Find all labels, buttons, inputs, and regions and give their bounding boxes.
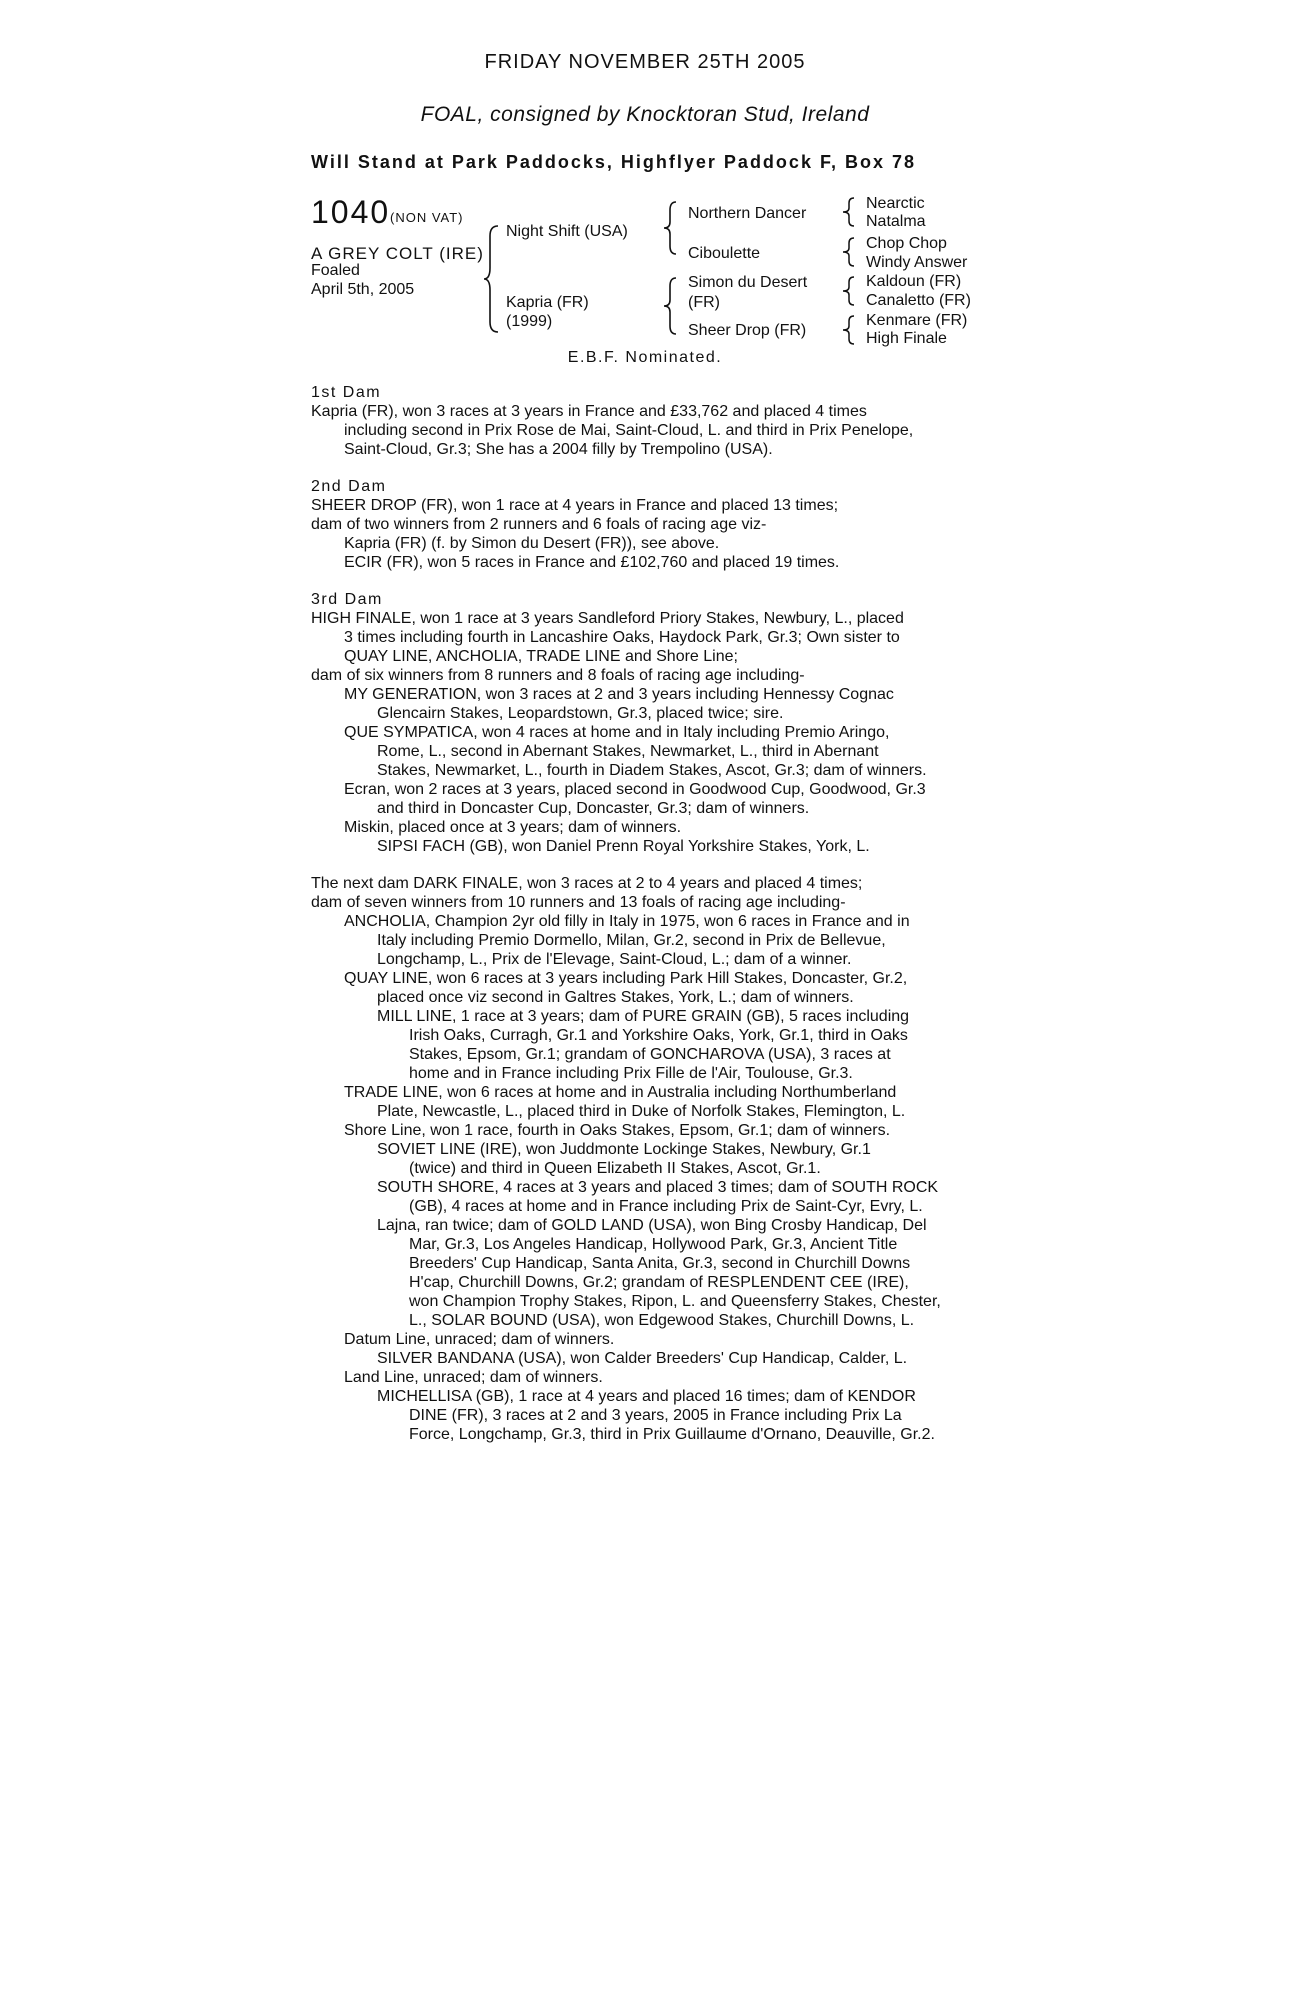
text-line: Longchamp, L., Prix de l'Elevage, Saint-Cloud, L.; dam of a winner. (377, 951, 852, 968)
stand-location: Will Stand at Park Paddocks, Highflyer Paddock F, Box 78 (311, 152, 916, 172)
text-line: ECIR (FR), won 5 races in France and £102,760 and placed 19 times. (344, 554, 840, 571)
text-line: Datum Line, unraced; dam of winners. (344, 1331, 615, 1348)
text-line: SHEER DROP (FR), won 1 race at 4 years in France and placed 13 times; (311, 497, 839, 514)
foaled-date: April 5th, 2005 (311, 281, 415, 298)
text-line: QUE SYMPATICA, won 4 races at home and in Italy including Premio Aringo, (344, 724, 890, 741)
text-line: Plate, Newcastle, L., placed third in Duke of Norfolk Stakes, Flemington, L. (377, 1103, 906, 1120)
vat-status: (NON VAT) (390, 210, 464, 225)
text-line: MICHELLISA (GB), 1 race at 4 years and placed 16 times; dam of KENDOR (377, 1388, 916, 1405)
text-line: L., SOLAR BOUND (USA), won Edgewood Stakes, Churchill Downs, L. (409, 1312, 915, 1329)
text-line: including second in Prix Rose de Mai, Saint-Cloud, L. and third in Prix Penelope, (344, 422, 914, 439)
text-line: HIGH FINALE, won 1 race at 3 years Sandleford Priory Stakes, Newbury, L., placed (311, 610, 904, 627)
section-heading-second-dam: 2nd Dam (311, 478, 387, 495)
text-line: Stakes, Epsom, Gr.1; grandam of GONCHAROVA (USA), 3 races at (409, 1046, 891, 1063)
pedigree-g3-5: Kaldoun (FR) (866, 273, 962, 290)
text-line: QUAY LINE, ANCHOLIA, TRADE LINE and Shore Line; (344, 648, 738, 665)
text-line: Irish Oaks, Curragh, Gr.1 and Yorkshire Oaks, York, Gr.1, third in Oaks (409, 1027, 908, 1044)
pedigree-g3-2: Natalma (866, 213, 926, 230)
text-line: home and in France including Prix Fille de l'Air, Toulouse, Gr.3. (409, 1065, 853, 1082)
text-line: SOUTH SHORE, 4 races at 3 years and placed 3 times; dam of SOUTH ROCK (377, 1179, 939, 1196)
consignment-line: FOAL, consigned by Knocktoran Stud, Ireland (420, 103, 870, 126)
text-line: (twice) and third in Queen Elizabeth II Stakes, Ascot, Gr.1. (409, 1160, 821, 1177)
pedigree-brace-g1 (843, 196, 857, 233)
pedigree-brace-main (484, 224, 504, 339)
text-line: dam of six winners from 8 runners and 8 foals of racing age including- (311, 667, 805, 684)
pedigree-dam-sire-suffix: (FR) (688, 294, 720, 311)
text-line: Ecran, won 2 races at 3 years, placed second in Goodwood Cup, Goodwood, Gr.3 (344, 781, 926, 798)
text-line: MY GENERATION, won 3 races at 2 and 3 years including Hennessy Cognac (344, 686, 894, 703)
pedigree-g3-6: Canaletto (FR) (866, 292, 971, 309)
text-line: Kapria (FR) (f. by Simon du Desert (FR)), see above. (344, 535, 720, 552)
pedigree-dam-sire: Simon du Desert (688, 274, 808, 291)
text-line: DINE (FR), 3 races at 2 and 3 years, 2005 in France including Prix La (409, 1407, 902, 1424)
text-line: TRADE LINE, won 6 races at home and in Australia including Northumberland (344, 1084, 897, 1101)
text-line: Mar, Gr.3, Los Angeles Handicap, Hollywood Park, Gr.3, Ancient Title (409, 1236, 898, 1253)
text-line: placed once viz second in Galtres Stakes, York, L.; dam of winners. (377, 989, 854, 1006)
text-line: dam of seven winners from 10 runners and 13 foals of racing age including- (311, 894, 846, 911)
pedigree-g3-7: Kenmare (FR) (866, 312, 968, 329)
lot-number: 1040 (311, 194, 391, 230)
text-line: MILL LINE, 1 race at 3 years; dam of PURE GRAIN (GB), 5 races including (377, 1008, 910, 1025)
text-line: Italy including Premio Dormello, Milan, Gr.2, second in Prix de Bellevue, (377, 932, 886, 949)
text-line: won Champion Trophy Stakes, Ripon, L. and Queensferry Stakes, Chester, (409, 1293, 941, 1310)
text-line: Stakes, Newmarket, L., fourth in Diadem Stakes, Ascot, Gr.3; dam of winners. (377, 762, 927, 779)
text-line: Breeders' Cup Handicap, Santa Anita, Gr.3, second in Churchill Downs (409, 1255, 911, 1272)
text-line: Kapria (FR), won 3 races at 3 years in France and £33,762 and placed 4 times (311, 403, 867, 420)
text-line: The next dam DARK FINALE, won 3 races at 2 to 4 years and placed 4 times; (311, 875, 863, 892)
section-heading-third-dam: 3rd Dam (311, 591, 383, 608)
text-line: Rome, L., second in Abernant Stakes, Newmarket, L., third in Abernant (377, 743, 879, 760)
pedigree-g3-8: High Finale (866, 330, 947, 347)
text-line: dam of two winners from 2 runners and 6 foals of racing age viz- (311, 516, 767, 533)
pedigree-dam-dam: Sheer Drop (FR) (688, 322, 807, 339)
ebf-nomination: E.B.F. Nominated. (567, 349, 723, 366)
pedigree-sire: Night Shift (USA) (506, 223, 628, 240)
text-line: (GB), 4 races at home and in France including Prix de Saint-Cyr, Evry, L. (409, 1198, 923, 1215)
pedigree-dam: Kapria (FR) (506, 294, 589, 311)
pedigree-brace-g4 (843, 314, 857, 351)
text-line: Shore Line, won 1 race, fourth in Oaks Stakes, Epsom, Gr.1; dam of winners. (344, 1122, 891, 1139)
text-line: SOVIET LINE (IRE), won Juddmonte Lockinge Stakes, Newbury, Gr.1 (377, 1141, 871, 1158)
text-line: and third in Doncaster Cup, Doncaster, Gr.3; dam of winners. (377, 800, 810, 817)
pedigree-brace-sire (664, 200, 680, 261)
pedigree-brace-g2 (843, 236, 857, 273)
text-line: SIPSI FACH (GB), won Daniel Prenn Royal Yorkshire Stakes, York, L. (377, 838, 870, 855)
pedigree-brace-dam (664, 276, 680, 341)
text-line: Lajna, ran twice; dam of GOLD LAND (USA), won Bing Crosby Handicap, Del (377, 1217, 927, 1234)
pedigree-g3-1: Nearctic (866, 195, 925, 212)
text-line: 3 times including fourth in Lancashire Oaks, Haydock Park, Gr.3; Own sister to (344, 629, 900, 646)
text-line: Force, Longchamp, Gr.3, third in Prix Guillaume d'Ornano, Deauville, Gr.2. (409, 1426, 935, 1443)
pedigree-brace-g3 (843, 275, 857, 312)
page-date: FRIDAY NOVEMBER 25TH 2005 (484, 51, 806, 73)
pedigree-g3-4: Windy Answer (866, 254, 968, 271)
pedigree-sire-dam: Ciboulette (688, 245, 761, 262)
text-line: Saint-Cloud, Gr.3; She has a 2004 filly by Trempolino (USA). (344, 441, 773, 458)
pedigree-sire-sire: Northern Dancer (688, 205, 807, 222)
text-line: ANCHOLIA, Champion 2yr old filly in Italy in 1975, won 6 races in France and in (344, 913, 910, 930)
lot-description: A GREY COLT (IRE) (311, 244, 484, 263)
pedigree-g3-3: Chop Chop (866, 235, 947, 252)
text-line: Miskin, placed once at 3 years; dam of winners. (344, 819, 682, 836)
text-line: QUAY LINE, won 6 races at 3 years including Park Hill Stakes, Doncaster, Gr.2, (344, 970, 908, 987)
text-line: H'cap, Churchill Downs, Gr.2; grandam of RESPLENDENT CEE (IRE), (409, 1274, 909, 1291)
foaled-label: Foaled (311, 262, 360, 279)
section-heading-first-dam: 1st Dam (311, 384, 382, 401)
text-line: SILVER BANDANA (USA), won Calder Breeders' Cup Handicap, Calder, L. (377, 1350, 908, 1367)
text-line: Land Line, unraced; dam of winners. (344, 1369, 603, 1386)
pedigree-dam-year: (1999) (506, 313, 553, 330)
text-line: Glencairn Stakes, Leopardstown, Gr.3, placed twice; sire. (377, 705, 784, 722)
